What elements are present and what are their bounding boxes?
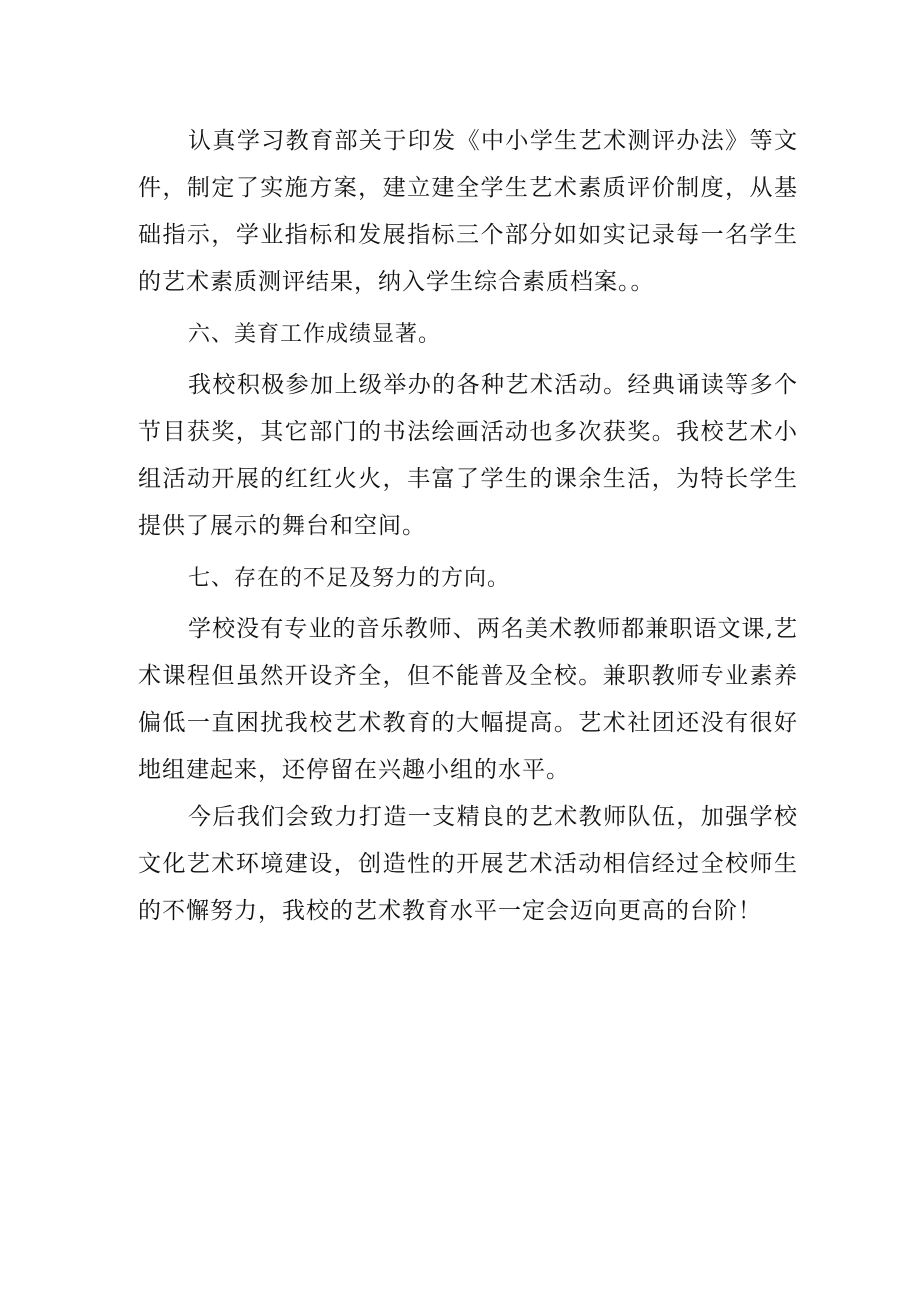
section-heading-six: 六、美育工作成绩显著。 bbox=[188, 322, 442, 347]
paragraph-future-plans: 今后我们会致力打造一支精良的艺术教师队伍，加强学校文化艺术环境建设，创造性的开展艺术活动相信经过全校师生的不懈努力，我校的艺术教育水平一定会迈向更高的台阶！ bbox=[138, 804, 798, 924]
paragraph-achievements: 我校积极参加上级举办的各种艺术活动。经典诵读等多个节目获奖，其它部门的书法绘画活动也多次获奖。我校艺术小组活动开展的红红火火，丰富了学生的课余生活，为特长学生提供了展示的舞台和空间。 bbox=[138, 372, 798, 539]
paragraph-shortcomings: 学校没有专业的音乐教师、两名美术教师都兼职语文课,艺术课程但虽然开设齐全，但不能普及全校。兼职教师专业素养偏低一直困扰我校艺术教育的大幅提高。艺术社团还没有很好地组建起来，还停留在兴趣小组的水平。 bbox=[138, 616, 798, 783]
paragraph-evaluation-system: 认真学习教育部关于印发《中小学生艺术测评办法》等文件，制定了实施方案，建立建全学生艺术素质评价制度，从基础指示，学业指标和发展指标三个部分如如实记录每一名学生的艺术素质测评结果，纳入学生综合素质档案。。 bbox=[138, 128, 798, 295]
section-heading-seven: 七、存在的不足及努力的方向。 bbox=[188, 566, 511, 591]
document-body bbox=[138, 118, 798, 935]
